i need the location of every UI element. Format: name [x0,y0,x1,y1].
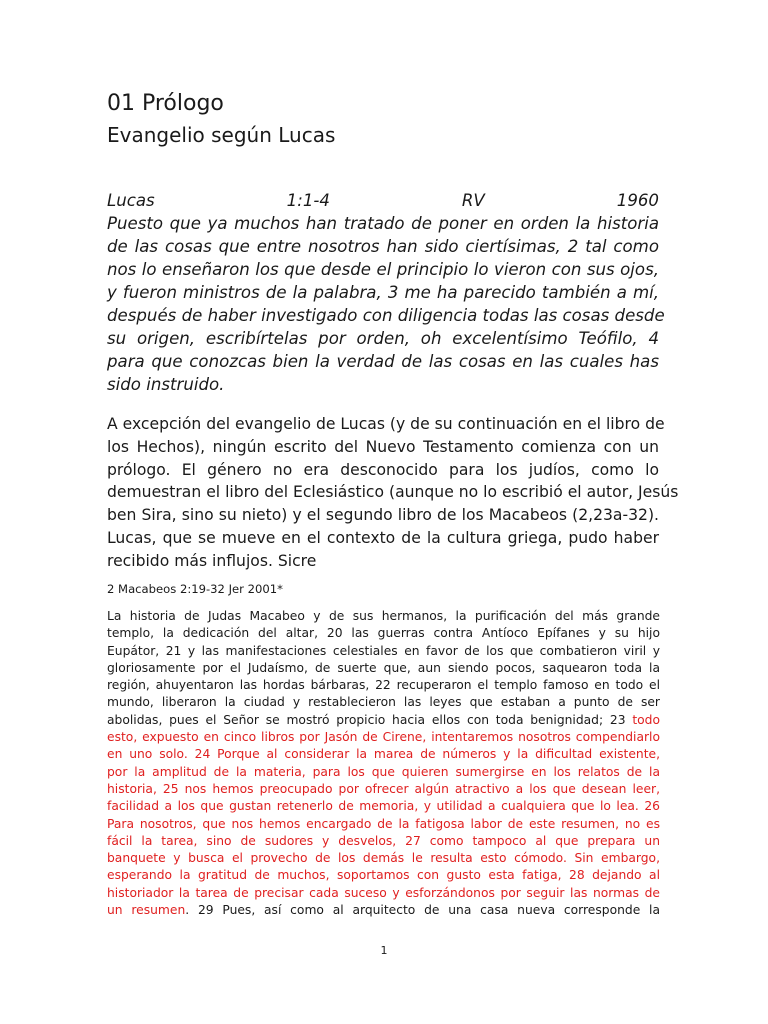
commentary-line: A excepción del evangelio de Lucas (y de su continuación en el libro de [107,415,665,433]
passage-text: gloriosamente por el Judaísmo, de suerte que, aun siendo pocos, saquearon toda la [107,660,660,675]
highlighted-text: en uno solo. 24 Porque al considerar la marea de números y la dificultad existente, [107,747,660,762]
highlighted-text: facilidad a los que gustan retenerlo de memoria, y utilidad a cualquiera que lo lea. 26 [107,799,660,814]
passage-reference: 2 Macabeos 2:19-32 Jer 2001* [107,582,283,596]
page-subtitle: Evangelio según Lucas [107,123,336,147]
highlighted-text: por la amplitud de la materia, para los que quieren sumergirse en los relatos de la [107,764,660,779]
commentary-line: Lucas, que se mueve en el contexto de la cultura griega, pudo haber [107,528,659,547]
scripture-line: Puesto que ya muchos han tratado de poner en orden la historia [107,214,659,233]
passage-line [107,608,660,625]
commentary-line: prólogo. El género no era desconocido para los judíos, como lo [107,460,659,479]
scripture-line: de las cosas que entre nosotros han sido ciertísimas, 2 tal como [107,237,659,256]
passage-text: mundo, liberaron la ciudad y restablecieron las leyes que estaban a punto de ser [107,695,660,710]
scripture-quote [107,189,665,396]
scripture-line: su origen, escribírtelas por orden, oh excelentísimo Teófilo, 4 [107,329,659,348]
scripture-line: para que conozcas bien la verdad de las cosas en las cuales has [107,352,659,371]
passage-line [107,833,660,850]
page-number: 1 [380,944,388,957]
passage-line [107,643,660,660]
passage-line [107,677,660,694]
highlighted-text: historia, 25 nos hemos preocupado por ofrecer algún atractivo a los que desean leer, [107,781,660,796]
highlighted-text: un resumen [107,903,186,918]
scripture-line: después de haber investigado con diligencia todas las cosas desde [107,306,665,325]
passage-line [107,746,660,763]
passage-text: abolidas, pues el Señor se mostró propicio hacia ellos con toda benignidad; 23 [107,712,633,727]
passage-line [107,781,660,798]
passage-text: templo, la dedicación del altar, 20 las guerras contra Antíoco Epífanes y su hijo [107,626,660,641]
passage-line [107,902,660,919]
passage-line [107,798,660,815]
scripture-reference: Lucas 1:1-4 RV 1960 [107,191,659,210]
scripture-line: y fueron ministros de la palabra, 3 me ha parecido también a mí, [107,283,659,302]
commentary-paragraph [107,413,679,573]
passage-line [107,729,660,746]
passage-text: Eupátor, 21 y las manifestaciones celestiales en favor de los que combatieron viril y [107,643,660,658]
commentary-line: los Hechos), ningún escrito del Nuevo Testamento comienza con un [107,437,659,456]
passage-line [107,694,660,711]
highlighted-text: fácil la tarea, sino de sudores y desvelos, 27 como tampoco al que prepara un [107,833,660,848]
passage-line [107,712,660,729]
passage-line [107,625,660,642]
passage-line [107,764,660,781]
passage-line [107,850,660,867]
commentary-line: ben Sira, sino su nieto) y el segundo libro de los Macabeos (2,23a-32). [107,506,659,525]
highlighted-text: Para nosotros, que nos hemos encargado de la fatigosa labor de este resumen, no es [107,816,660,831]
highlighted-text: banquete y busca el provecho de los demás le resulta esto cómodo. Sin embargo, [107,851,660,866]
passage-text: La historia de Judas Macabeo y de sus hermanos, la purificación del más grande [107,609,660,623]
highlighted-text: esperando la gratitud de muchos, soportamos con gusto esta fatiga, 28 dejando al [107,868,660,883]
commentary-line: demuestran el libro del Eclesiástico (aunque no lo escribió el autor, Jesús [107,483,679,502]
highlighted-text: esto, expuesto en cinco libros por Jasón de Cirene, intentaremos nosotros compendiarlo [107,730,660,745]
passage-line [107,816,660,833]
scripture-line: sido instruido. [107,375,225,394]
passage-line [107,885,660,902]
passage-text: región, ahuyentaron las hordas bárbaras, 22 recuperaron el templo famoso en todo el [107,678,660,693]
passage-line [107,867,660,884]
passage-paragraph [107,608,660,919]
highlighted-text: historiador la tarea de precisar cada suceso y esforzándonos por seguir las normas de [107,885,660,900]
commentary-line: recibido más influjos. Sicre [107,551,317,570]
scripture-line: nos lo enseñaron los que desde el principio lo vieron con sus ojos, [107,260,659,279]
highlighted-text: todo [632,712,660,727]
page-title: 01 Prólogo [107,91,224,116]
passage-line [107,660,660,677]
passage-text: . 29 Pues, así como al arquitecto de una casa nueva corresponde la [185,903,660,918]
